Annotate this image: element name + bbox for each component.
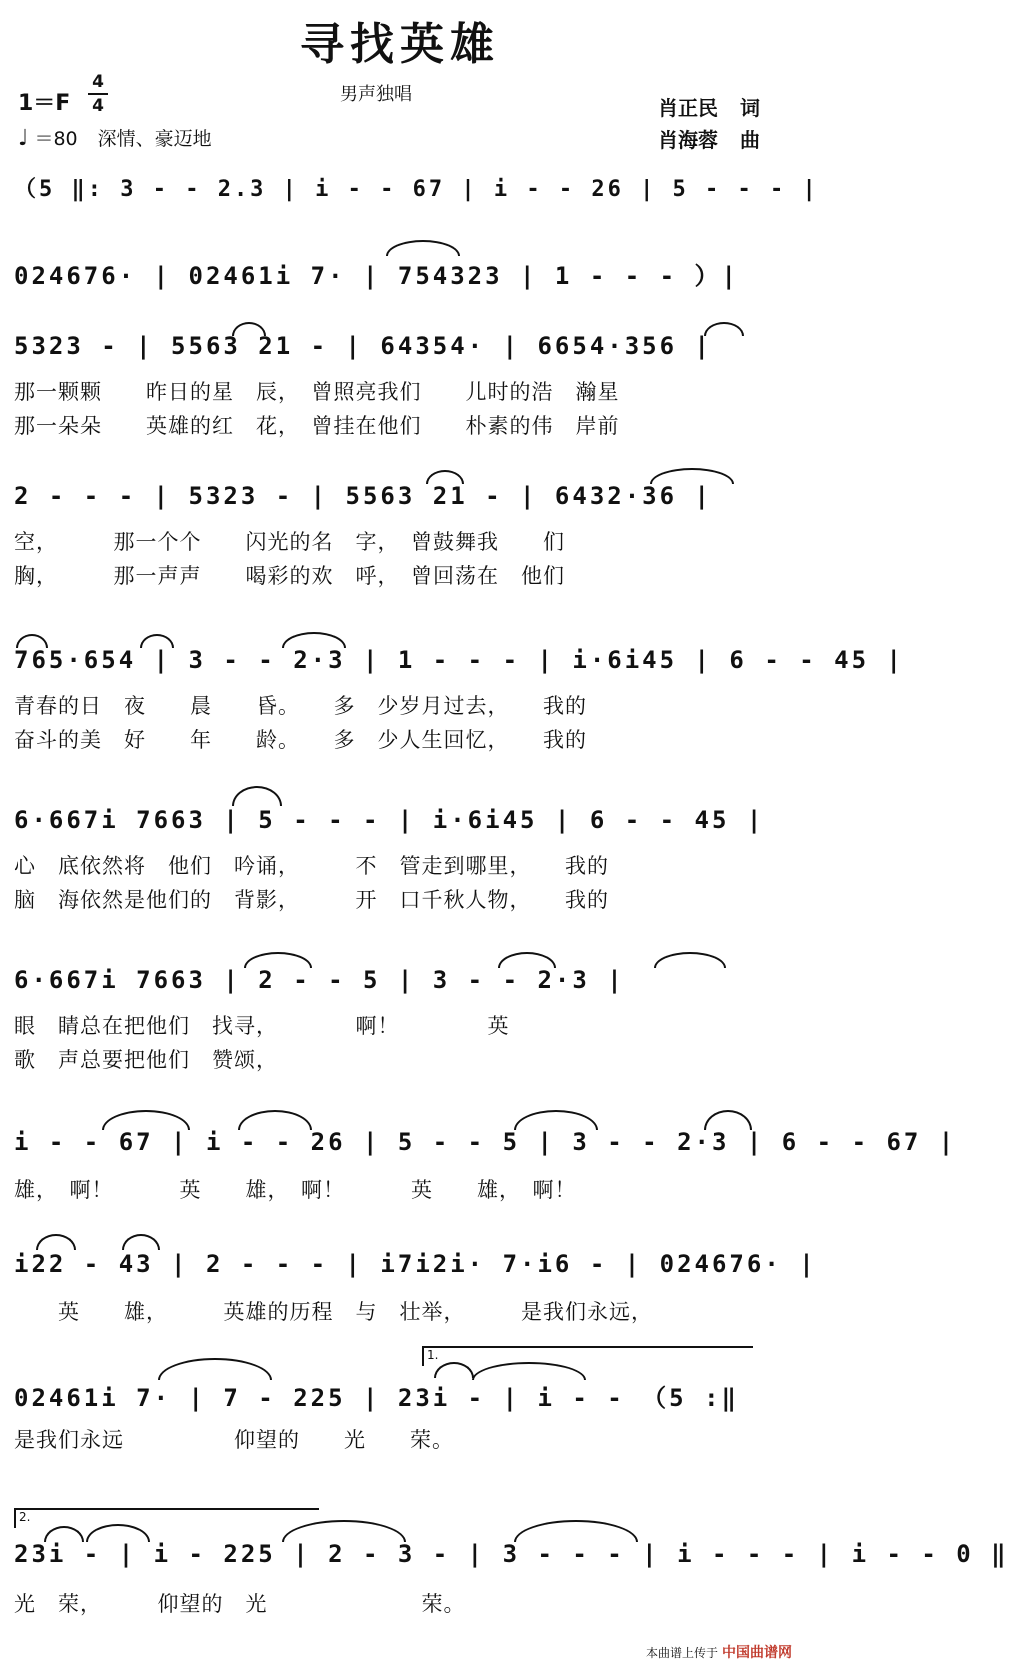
lyrics-verse-1: 英 雄， 英雄的历程 与 壮举， 是我们永远， [14,1300,653,1324]
tie-mark [704,322,744,336]
time-signature [88,72,108,116]
tie-mark [232,786,282,806]
site-logo: 中国曲谱网 [722,1645,792,1661]
staff-system [14,806,765,926]
volta-bracket: 2. [14,1508,319,1528]
lyrics-verse-1: 光 荣， 仰望的 光 荣。 [14,1592,466,1616]
credit-name: 肖海蓉 [658,128,718,152]
tempo-value: ＝80 [34,128,78,150]
source-footer [646,1642,792,1662]
staff-system [14,1128,957,1208]
credit-role: 曲 [740,128,760,152]
tie-mark [514,1110,598,1130]
notation-row: 024676· | 02461i 7· | 754323 | 1 - - - ）| [14,262,739,290]
tie-mark [16,634,48,648]
staff-system [14,168,819,218]
time-signature-bottom: 4 [92,96,104,116]
tempo-expression: 深情、豪迈地 [97,128,212,150]
credit-role: 词 [740,96,760,120]
lyrics-verse-2: 歌 声总要把他们 赞颂， [14,1048,278,1072]
credit-lyricist [658,92,760,124]
footer-text: 本曲谱上传于 [645,1646,718,1660]
key-signature: 1＝F [18,91,71,116]
tie-mark [386,240,460,256]
tie-mark [238,1110,312,1130]
lyrics-verse-1: 青春的日 夜 晨 昏。 多 少岁月过去， 我的 [14,694,587,718]
quarter-note-icon: ♩ [18,126,29,151]
lyrics-verse-1: 空， 那一个个 闪光的名 字， 曾鼓舞我 们 [14,530,565,554]
lyrics-verse-1: 雄， 啊！ 英 雄， 啊！ 英 雄， 啊！ [14,1178,577,1202]
staff-system [14,646,904,766]
notation-row: 5323 - | 5563 21 - | 64354· | 6654·356 | [14,332,712,360]
tie-mark [158,1358,272,1380]
lyrics-verse-1: 那一颗颗 昨日的星 辰， 曾照亮我们 儿时的浩 瀚星 [14,380,620,404]
tie-mark [232,322,266,336]
tie-mark [498,952,556,968]
staff-system [14,1348,750,1458]
staff-system [14,1250,817,1330]
tie-mark [44,1526,84,1542]
notation-row: 02461i 7· | 7 - 225 | 23i - | i - - （5 :‖ [14,1384,739,1412]
tie-mark [36,1234,76,1250]
lyrics-verse-2: 胸， 那一声声 喝彩的欢 呼， 曾回荡在 他们 [14,564,565,588]
staff-system [14,966,750,1086]
volta-bracket: 1. [422,1346,753,1366]
tie-mark [282,632,346,648]
lyrics-verse-1: 眼 睛总在把他们 找寻， 啊！ 英 [14,1014,510,1038]
tie-mark [140,634,174,648]
notation-row: i - - 67 | i - - 26 | 5 - - 5 | 3 - - 2·3 | 6 - - 67 | [14,1128,957,1156]
staff-system [14,482,750,602]
staff-system [14,1510,1009,1620]
time-signature-top: 4 [92,72,104,92]
staff-system [14,252,750,302]
tie-mark [122,1234,160,1250]
lyrics-verse-1: 心 底依然将 他们 吟诵， 不 管走到哪里， 我的 [14,854,609,878]
lyrics-verse-2: 脑 海依然是他们的 背影， 开 口千秋人物， 我的 [14,888,609,912]
tie-mark [704,1110,752,1130]
notation-row: i22 - 43 | 2 - - - | i7i2i· 7·i6 - | 024676· | [14,1250,817,1278]
lyrics-verse-2: 那一朵朵 英雄的红 花， 曾挂在他们 朴素的伟 岸前 [14,414,620,438]
tie-mark [426,470,464,484]
notation-row: 6·667i 7663 | 2 - - 5 | 3 - - 2·3 | [14,966,625,994]
lyrics-verse-1: 是我们永远 仰望的 光 荣。 [14,1428,454,1452]
notation-row: 6·667i 7663 | 5 - - - | i·6i45 | 6 - - 45 | [14,806,765,834]
tempo-marking [18,124,212,151]
credit-composer [658,124,760,156]
staff-system [14,332,750,452]
credits [658,92,760,156]
score-title: 寻找英雄 [300,19,500,70]
credit-name: 肖正民 [658,96,718,120]
performance-type: 男声独唱 [340,84,412,105]
tie-mark [514,1520,638,1542]
tie-mark [244,952,312,968]
tie-mark [654,952,726,968]
tie-mark [650,468,734,484]
notation-row: 23i - | i - 225 | 2 - 3 - | 3 - - - | i - - - | i - - 0 ‖ [14,1540,1009,1568]
notation-row: 2 - - - | 5323 - | 5563 21 - | 6432·36 | [14,482,712,510]
notation-row: 765·654 | 3 - - 2·3 | 1 - - - | i·6i45 | 6 - - 45 | [14,646,904,674]
lyrics-verse-2: 奋斗的美 好 年 龄。 多 少人生回忆， 我的 [14,728,587,752]
time-signature-bar [88,93,108,95]
tie-mark [102,1110,190,1130]
notation-row: （5 ‖: 3 - - 2.3 | i - - 67 | i - - 26 | 5 - - - | [14,177,819,202]
